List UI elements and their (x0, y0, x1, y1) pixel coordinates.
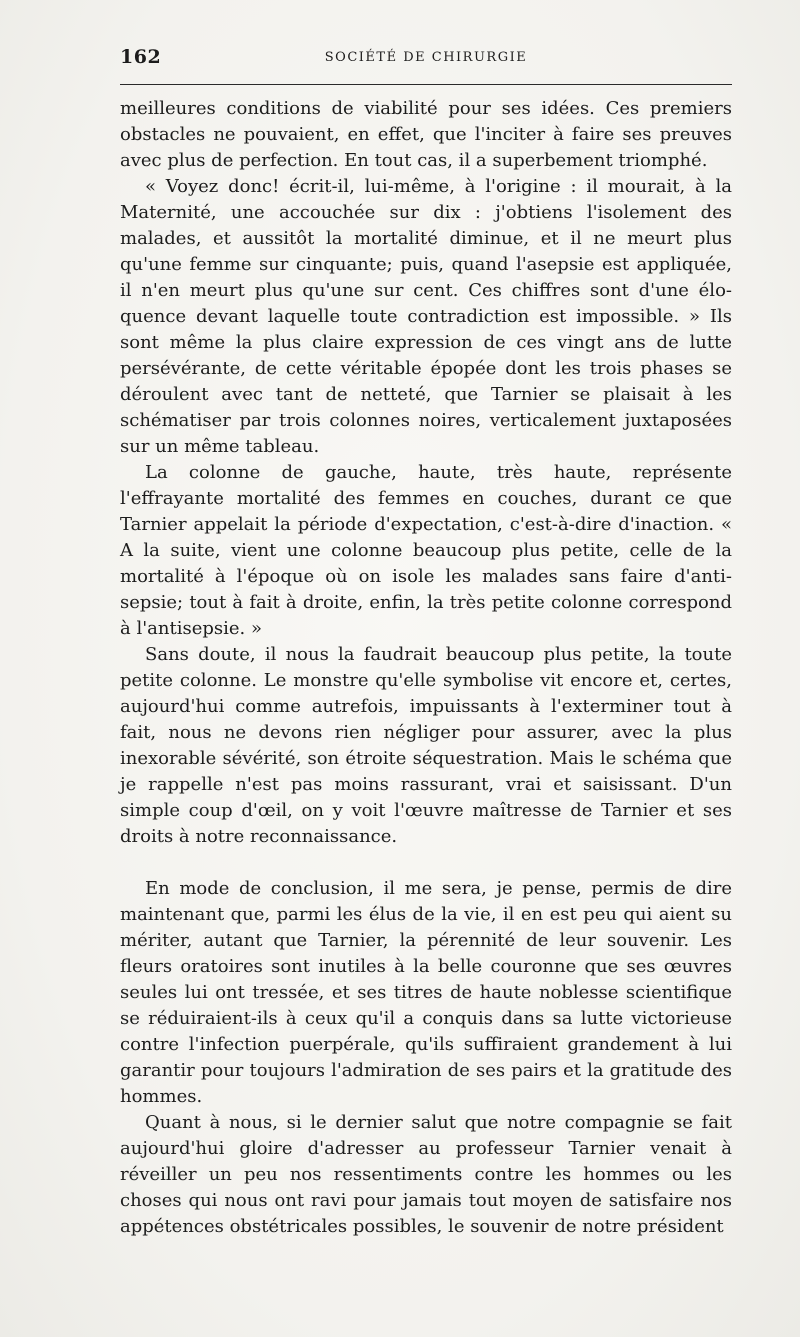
paragraph-quant-a-nous: Quant à nous, si le dernier salut que notre compagnie se fait aujourd'hui gloire d'adresser au professeur Tarnier venait à réveiller un peu nos ressentiments contre les hommes ou les choses qui nous ont ravi pour jamais tout moyen de satisfaire nos appétences obstétricales possibles, le souvenir de notre président (120, 1112, 732, 1237)
paragraph-sans-doute: Sans doute, il nous la faudrait beaucoup plus petite, la toute petite colonne. Le monstre qu'elle symbolise vit encore et, certes, aujourd'hui comme autrefois, impuissants à l'exterminer tout à fait, nous ne devons rien négliger pour assurer, avec la plus inexorable sévérité, son étroite séquestration. Mais le schéma que je rappelle n'est pas moins rassurant, vrai et saisissant. D'un simple coup d'œil, on y voit l'œuvre maîtresse de Tarnier et ses droits à notre reconnaissance. (120, 644, 732, 847)
running-head: SOCIÉTÉ DE CHIRURGIE (324, 50, 528, 65)
paragraph-colonne-gauche: La colonne de gauche, haute, très haute, représente l'effrayante mortalité des femmes en couches, durant ce que Tarnier appelait la période d'expectation, c'est-à-dire d'inaction. « A la suite, vient une colonne beaucoup plus petite, celle de la mortalité à l'époque où on isole les malades sans faire d'antisepsie; tout à fait à droite, enfin, la très petite colonne correspond à l'antisepsie. » (120, 462, 732, 639)
page-header (120, 40, 732, 76)
paragraph-continuation: meilleures conditions de viabilité pour ses idées. Ces premiers obstacles ne pouvaient, en effet, que l'inciter à faire ses preuves avec plus de perfection. En tout cas, il a superbement triomphé. (120, 98, 732, 171)
page-number: 162 (120, 46, 162, 68)
header-rule (120, 84, 732, 85)
paragraph-conclusion: En mode de conclusion, il me sera, je pense, permis de dire maintenant que, parmi les élus de la vie, il en est peu qui aient su mériter, autant que Tarnier, la pérennité de leur souvenir. Les fleurs oratoires sont inutiles à la belle couronne que ses œuvres seules lui ont tressée, et ses titres de haute noblesse scientifique se réduiraient-ils à ceux qu'il a conquis dans sa lutte victorieuse contre l'infection puerpérale, qu'ils suffiraient grandement à lui garantir pour toujours l'admiration de ses pairs et la gratitude des hommes. (120, 878, 732, 1107)
body-text (120, 96, 732, 1240)
paragraph-quote-tarnier: « Voyez donc! écrit-il, lui-même, à l'origine : il mourait, à la Maternité, une accouchée sur dix : j'obtiens l'isolement des malades, et aussitôt la mortalité diminue, et il ne meurt plus qu'une femme sur cinquante; puis, quand l'asepsie est appliquée, il n'en meurt plus qu'une sur cent. Ces chiffres sont d'une éloquence devant laquelle toute contradiction est impossible. » Ils sont même la plus claire expression de ces vingt ans de lutte persévérante, de cette véritable épopée dont les trois phases se déroulent avec tant de netteté, que Tarnier se plaisait à les schématiser par trois colonnes noires, verticalement juxtaposées sur un même tableau. (120, 176, 732, 457)
